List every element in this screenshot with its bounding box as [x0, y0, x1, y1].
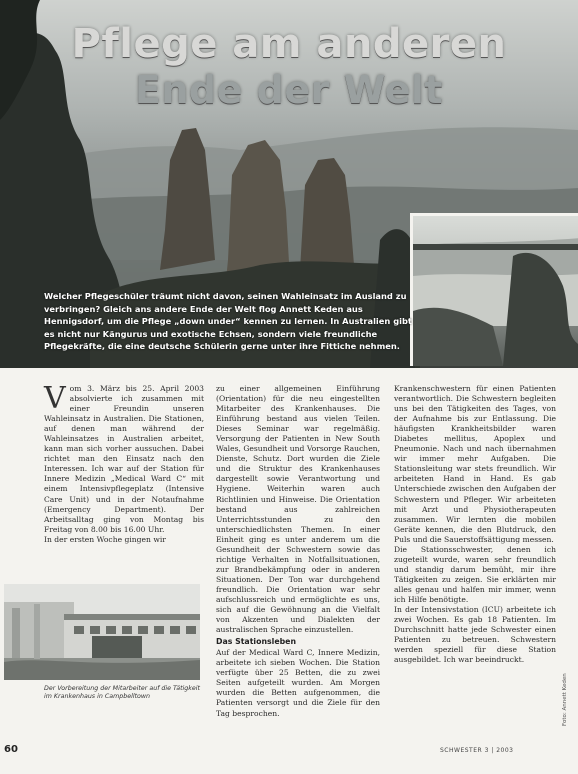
column2-paragraph-2: Auf der Medical Ward C, Innere Medizin, arbeitete ich sieben Wochen. Die Station verfügte über 25 Betten, die zu zwei Seiten aufgeteilt wurden. Am Morgen wurden die Betten aufgenommen, die Patienten versorgt und die Ziele für den Tag besprochen. [216, 648, 380, 718]
drop-cap: V [44, 381, 66, 416]
building-illustration [4, 584, 200, 680]
column3-paragraph-3: In der Intensivstation (ICU) arbeitete ich zwei Wochen. Es gab 18 Patienten. Im Durchschnitt hatte jede Schwester einen Patienten zu betreuen. Schwestern werden speziell für diese Station ausgebildet. Ich war beeindruckt. [394, 605, 556, 665]
column1-paragraph-1: om 3. März bis 25. April 2003 absolvierte ich zusammen mit einer Freundin unseren Wahleinsatz in Australien. Die Stationen, auf denen man während der Wahleinsatzes in Australien arbeitet, kann man sich vorher aussuchen. Dabei richtet man den Einsatz nach den Interessen. Ich war auf der Station für Innere Medizin „Medical Ward C“ mit einem Intensivpflegeplatz (Intensive Care Unit) und in der Notaufnahme (Emergency Department). Der Arbeitsalltag ging von Montag bis Freitag von 8.00 bis 16.00 Uhr. [44, 384, 204, 534]
photo-caption: Der Vorbereitung der Mitarbeiter auf die Tätigkeit im Krankenhaus in Campbelltown [44, 685, 201, 701]
article-title [0, 22, 578, 112]
hero-photo [0, 0, 578, 368]
column2-paragraph-1: zu einer allgemeinen Einführung (Orientation) für die neu eingestellten Mitarbeiter des Krankenhauses. Die Einführung bestand aus vielen Teilen. Dieses Seminar war regelmäßig. Versorgung der Patienten in New South Wales, Gesundheit und Vorsorge Rauchen, Dienste, Schutz. Dort wurden die Ziele und die Struktur des Krankenhauses dargestellt sowie Verantwortung und Hygiene. Weiterhin waren auch Richtlinien und Hinweise. Die Orientation bestand aus zahlreichen Unterrichtsstunden zu den unterschiedlichsten Themen. In einer Einheit ging es unter anderem um die Gesundheit der Schwestern sowie das richtige Verhalten in Notfallsituationen, zur Brandbekämpfung oder in anderen Situationen. Der Ton war durchgehend freundlich. Die Orientation war sehr aufschlussreich und ermöglichte es uns, sich auf die Gewöhnung an die Vielfalt von Akzenten und Dialekten der australischen Sprache einzustellen. [216, 384, 380, 635]
photo-credit: Foto: Annett Keden [562, 673, 568, 726]
inset-photo [410, 213, 578, 366]
body-column-2 [216, 384, 380, 719]
hospital-building-photo [4, 584, 200, 680]
title-line-2: Ende der Welt [134, 68, 444, 112]
title-line-1: Pflege am anderen [71, 21, 507, 67]
column1-paragraph-2: In der ersten Woche gingen wir [44, 534, 166, 544]
page-number: 60 [4, 744, 18, 755]
body-column-1 [44, 381, 204, 545]
column3-paragraph-2: Die Stationsschwester, denen ich zugeteilt wurde, waren sehr freundlich und standig darum bemüht, mir ihre Tätigkeiten zu zeigen. Sie erklärten mir alles genau und halfen mir immer, wenn ich Hilfe benötigte. [394, 544, 556, 604]
article-intro: Welcher Pflegeschüler träumt nicht davon, seinen Wahleinsatz im Ausland zu verbringen? Gleich ans andere Ende der Welt flog Annett Keden aus Hennigsdorf, um die Pflege „down under“ kennen zu lernen. In Australien gibt es nicht nur Kängurus und exotische Echsen, sondern viele freundliche Pflegekräfte, die eine deutsche Schülerin gerne unter ihre Fittiche nehmen. [44, 291, 412, 352]
section-subhead: Das Stationsleben [216, 637, 297, 647]
magazine-footer: SCHWESTER 3 | 2003 [440, 747, 514, 754]
column3-paragraph-1: Krankenschwestern für einen Patienten verantwortlich. Die Schwestern begleiten uns bei den Tätigkeiten des Tages, von der Aufnahme bis zur Entlassung. Die häufigsten Krankheitsbilder waren Diabetes mellitus, Apoplex und Pneumonie. Nach und nach übernahmen wir immer mehr Aufgaben. Die Stationsleitung war stets freundlich. Wir arbeiteten Hand in Hand. Es gab Unterschiede zwischen den Aufgaben der Schwestern und Pfleger. Wir arbeiteten mit Arzt und Physiotherapeuten zusammen. Wir lernten die mobilen Geräte kennen, die den Blutdruck, den Puls und die Sauerstoffsättigung messen. [394, 384, 556, 544]
body-column-3 [394, 384, 556, 665]
lake-illustration [413, 216, 578, 366]
